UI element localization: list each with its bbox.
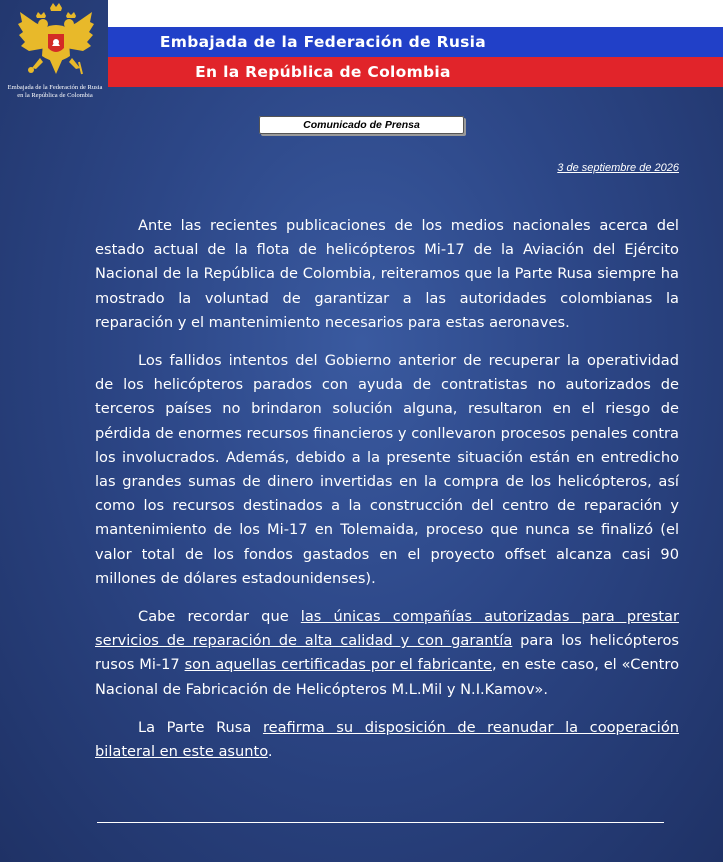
paragraph-2: Los fallidos intentos del Gobierno anterior de recuperar la operatividad de los helicópteros parados con ayuda de contratistas no autorizados de terceros países no brindaron solución alguna, resultaron en el riesgo de pérdida de enormes recursos financieros y conllevaron procesos penales contra los involucrados. Además, debido a la presente situación están en entredicho las grandes sumas de dinero invertidas en la compra de los helicópteros, así como los recursos destinados a la construcción del centro de reparación y mantenimiento de los Mi-17 en Tolemaida, proceso que nunca se finalizó (el valor total de los fondos gastados en el proyecto offset alcanza casi 90 millones de dólares estadounidenses). [95, 352, 679, 587]
flag-stripe-blue [108, 27, 723, 57]
paragraph-3: Cabe recordar que las únicas compañías autorizadas para prestar servicios de reparación de alta calidad y con garantía para los helicópteros rusos Mi-17 son aquellas certificadas por el fabricante, en este caso, el «Centro Nacional de Fabricación de Helicópteros M.L.Mil y N.I.Kamov». [95, 608, 680, 698]
press-release-badge: Comunicado de Prensa [259, 116, 464, 134]
paragraph-4: La Parte Rusa reafirma su disposición de reanudar la cooperación bilateral en este asunto. [95, 718, 680, 761]
emblem-caption: Embajada de la Federación de Rusia en la República de Colombia [7, 84, 103, 99]
underlined-phrase: las únicas compañías autorizadas para prestar servicios de reparación de alta calidad y con garantía [95, 608, 680, 650]
underlined-phrase: reafirma su disposición de reanudar la cooperación bilateral en este asunto [95, 718, 680, 761]
bottom-divider [97, 822, 664, 823]
document-date: 3 de septiembre de 2026 [557, 162, 679, 174]
flag-stripe-red [108, 57, 723, 87]
underlined-phrase: son aquellas certificadas por el fabricante [184, 656, 492, 674]
document-body [95, 214, 679, 778]
header-line-2: En la República de Colombia [195, 63, 451, 81]
header-line-1: Embajada de la Federación de Rusia [159, 33, 487, 51]
paragraph-1: Ante las recientes publicaciones de los medios nacionales acerca del estado actual de la flota de helicópteros Mi-17 de la Aviación del Ejército Nacional de la República de Colombia, reiteramos que la Parte Rusa siempre ha mostrado la voluntad de garantizar a las autoridades colombianas la reparación y el mantenimiento necesarios para estas aeronaves. [95, 217, 679, 331]
flag-stripe-white [108, 0, 723, 27]
double-headed-eagle-icon [16, 2, 96, 86]
